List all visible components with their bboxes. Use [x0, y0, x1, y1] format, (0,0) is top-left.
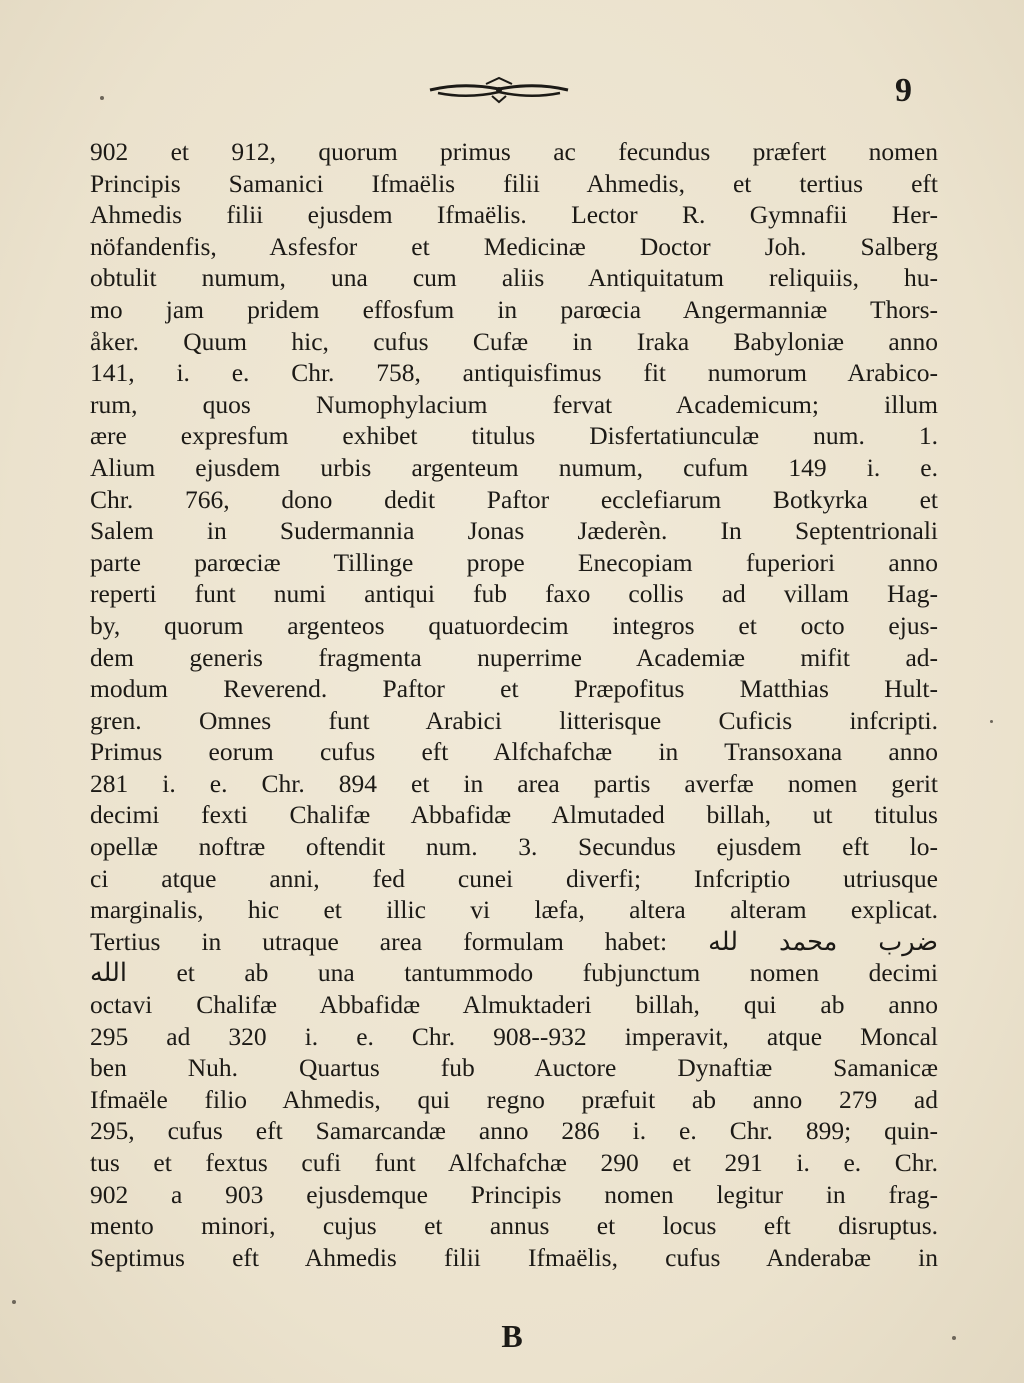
text-line: dem generis fragmenta nuperrime Academiæ mifit ad- — [90, 642, 938, 672]
text-line: reperti funt numi antiqui fub faxo collis ad villam Hag- — [90, 579, 938, 609]
text-line: 295, cufus eft Samarcandæ anno 286 i. e. Chr. 899; quin- — [90, 1116, 938, 1146]
text-line: ben Nuh. Quartus fub Auctore Dynaftiæ Samanicæ — [90, 1053, 938, 1083]
text-line: 902 et 912, quorum primus ac fecundus præfert nomen — [90, 137, 938, 166]
paper-speck — [952, 1336, 956, 1340]
text-line: Salem in Sudermannia Jonas Jæderèn. In Septentrionali — [90, 516, 938, 546]
text-line: Alium ejusdem urbis argenteum numum, cufum 149 i. e. — [90, 452, 938, 482]
text-line: marginalis, hic et illic vi læfa, altera alteram explicat. — [90, 895, 938, 925]
text-line-with-arabic: Tertius in utraque area formulam habet: ضرب محمد لله — [90, 926, 938, 956]
signature-mark: B — [501, 1318, 523, 1354]
text-line: modum Reverend. Paftor et Præpofitus Matthias Hult- — [90, 674, 938, 704]
text-line: rum, quos Numophylacium fervat Academicum; illum — [90, 389, 938, 419]
text-line: opellæ noftræ oftendit num. 3. Secundus ejusdem eft lo- — [90, 832, 938, 862]
text-line: 902 a 903 ejusdemque Principis nomen legitur in frag- — [90, 1179, 938, 1209]
body-text — [90, 136, 938, 1273]
paper-speck — [12, 1300, 16, 1304]
text-line: Ahmedis filii ejusdem Ifmaëlis. Lector R. Gymnafii Her- — [90, 200, 938, 230]
text-line: obtulit numum, una cum aliis Antiquitatum reliquiis, hu- — [90, 263, 938, 293]
text-line: Ifmaële filio Ahmedis, qui regno præfuit ab anno 279 ad — [90, 1084, 938, 1114]
text-line: nöfandenfis, Asfesfor et Medicinæ Doctor Joh. Salberg — [90, 231, 938, 261]
text-line: Septimus eft Ahmedis filii Ifmaëlis, cufus Anderabæ in — [90, 1242, 938, 1272]
paper-speck — [100, 96, 104, 100]
paper-speck — [990, 720, 993, 723]
text-line: octavi Chalifæ Abbafidæ Almuktaderi billah, qui ab anno — [90, 990, 938, 1020]
text-line: 295 ad 320 i. e. Chr. 908--932 imperavit, atque Moncal — [90, 1021, 938, 1051]
text-line: decimi fexti Chalifæ Abbafidæ Almutaded billah, ut titulus — [90, 800, 938, 830]
text-line: by, quorum argenteos quatuordecim integros et octo ejus- — [90, 610, 938, 640]
text-line: ære expresfum exhibet titulus Disfertatiunculæ num. 1. — [90, 421, 938, 451]
text-line: 281 i. e. Chr. 894 et in area partis averfæ nomen gerit — [90, 768, 938, 798]
text-line: åker. Quum hic, cufus Cufæ in Iraka Babyloniæ anno — [90, 326, 938, 356]
text-line: gren. Omnes funt Arabici litterisque Cuficis infcripti. — [90, 705, 938, 735]
text-line: Chr. 766, dono dedit Paftor ecclefiarum Botkyrka et — [90, 484, 938, 514]
text-line: 141, i. e. Chr. 758, antiquisfimus fit numorum Arabico- — [90, 358, 938, 388]
text-line: ci atque anni, fed cunei diverfi; Infcriptio utriusque — [90, 863, 938, 893]
text-line: Principis Samanici Ifmaëlis filii Ahmedis, et tertius eft — [90, 168, 938, 198]
text-line-with-arabic: الله et ab una tantummodo fubjunctum nomen decimi — [90, 958, 938, 988]
page-number: 9 — [895, 72, 912, 109]
text-line: mo jam pridem effosfum in parœcia Angermanniæ Thors- — [90, 294, 938, 324]
text-line: mento minori, cujus et annus et locus eft disruptus. — [90, 1211, 938, 1241]
text-line: Primus eorum cufus eft Alfchafchæ in Transoxana anno — [90, 737, 938, 767]
text-line: tus et fextus cufi funt Alfchafchæ 290 et 291 i. e. Chr. — [90, 1148, 938, 1177]
header-ornament-icon — [428, 76, 570, 104]
text-line: parte parœciæ Tillinge prope Enecopiam fuperiori anno — [90, 547, 938, 577]
